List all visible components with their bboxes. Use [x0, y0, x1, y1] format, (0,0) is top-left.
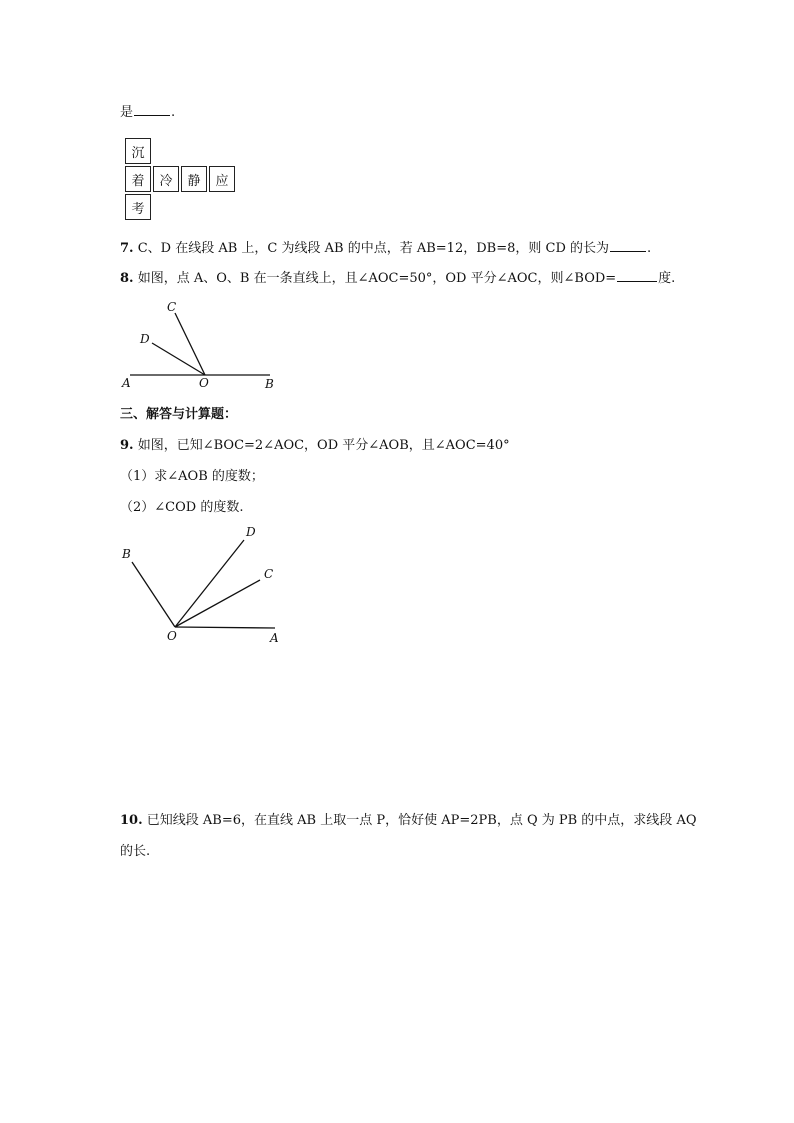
answer-blank [134, 104, 170, 116]
label-c: C [167, 300, 177, 314]
q6-text: 是 [120, 105, 134, 120]
net-cell-bottom: 考 [125, 194, 151, 220]
section-title: 三、解答与计算题： [120, 407, 238, 422]
question-10: 10. 已知线段 AB=6，在直线 AB 上取一点 P，恰好使 AP=2PB，点 Q 为 PB 的中点，求线段 AQ [120, 813, 697, 828]
question-9: 9. 如图，已知∠BOC=2∠AOC，OD 平分∠AOB，且∠AOC=40° [120, 438, 510, 453]
label-b: B [265, 377, 274, 391]
q8-text: 如图，点 A、O、B 在一条直线上，且∠AOC=50°，OD 平分∠AOC，则∠BOD= [137, 271, 617, 286]
label-d: D [246, 525, 256, 539]
net-cell-top: 沉 [125, 138, 151, 164]
q9-part-2: （2）∠COD 的度数. [120, 500, 244, 515]
q6-line: 是 . [120, 105, 176, 120]
label-o: O [199, 376, 209, 390]
ray-oc [175, 580, 260, 627]
answer-blank [610, 240, 646, 252]
label-b: B [122, 547, 131, 561]
net-cell: 着 [125, 166, 151, 192]
answer-blank [617, 270, 657, 282]
label-o: O [167, 629, 177, 643]
label-c: C [264, 567, 274, 581]
label-d: D [140, 332, 150, 346]
ray-od [175, 540, 244, 627]
ray-ob [132, 562, 175, 627]
question-7: 7. C、D 在线段 AB 上，C 为线段 AB 的中点，若 AB=12，DB=8，则 CD 的长为 . [120, 241, 652, 256]
q9-part-1: （1）求∠AOB 的度数； [120, 469, 264, 484]
net-cell: 冷 [153, 166, 179, 192]
q7-text: C、D 在线段 AB 上，C 为线段 AB 的中点，若 AB=12，DB=8，则 CD 的长为 [137, 241, 609, 256]
figure-9 [110, 520, 290, 650]
q9-text: 如图，已知∠BOC=2∠AOC，OD 平分∠AOB，且∠AOC=40° [137, 438, 510, 453]
q10-text-cont: 的长. [120, 844, 151, 859]
q10-text: 已知线段 AB=6，在直线 AB 上取一点 P，恰好使 AP=2PB，点 Q 为 PB 的中点，求线段 AQ [146, 813, 697, 828]
net-cell: 应 [209, 166, 235, 192]
net-cell: 静 [181, 166, 207, 192]
label-a: A [122, 376, 131, 390]
figure-8 [110, 295, 290, 395]
question-8: 8. 如图，点 A、O、B 在一条直线上，且∠AOC=50°，OD 平分∠AOC，则∠BOD= 度. [120, 271, 676, 286]
ray-oa [175, 627, 275, 628]
label-a: A [270, 631, 279, 645]
